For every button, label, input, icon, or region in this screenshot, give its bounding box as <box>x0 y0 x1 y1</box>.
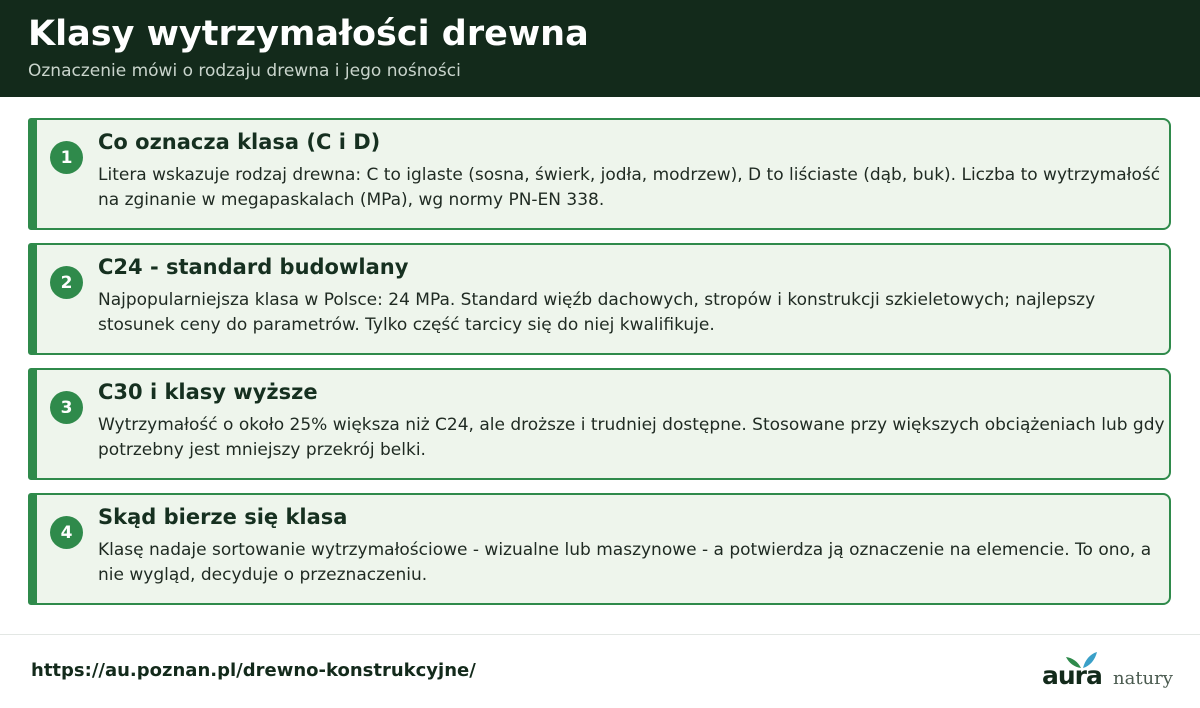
step-number-badge: 1 <box>50 141 83 174</box>
page-subtitle: Oznaczenie mówi o rodzaju drewna i jego nośności <box>28 61 461 81</box>
card-heading: Skąd bierze się klasa <box>98 505 348 529</box>
aura-natury-logo[interactable] <box>1040 648 1175 693</box>
info-card-4 <box>28 493 1171 605</box>
logo-wordmark: aura <box>1042 661 1102 690</box>
info-card-3 <box>28 368 1171 480</box>
card-heading: C30 i klasy wyższe <box>98 380 318 404</box>
step-number-badge: 2 <box>50 266 83 299</box>
card-heading: Co oznacza klasa (C i D) <box>98 130 381 154</box>
source-url[interactable]: https://au.poznan.pl/drewno-konstrukcyjne/ <box>31 660 476 681</box>
card-heading: C24 - standard budowlany <box>98 255 409 279</box>
card-text: Najpopularniejsza klasa w Polsce: 24 MPa. Standard więźb dachowych, stropów i konstrukcji szkieletowych; najlepszy stosunek ceny do parametrów. Tylko część tarcicy się do niej kwalifikuje. <box>98 290 1096 335</box>
page-title: Klasy wytrzymałości drewna <box>28 14 589 54</box>
header-banner <box>0 0 1200 97</box>
step-number-badge: 3 <box>50 391 83 424</box>
step-number-badge: 4 <box>50 516 83 549</box>
footer-divider <box>0 634 1200 635</box>
info-card-1 <box>28 118 1171 230</box>
logo-tagline: natury <box>1113 668 1173 689</box>
card-text: Klasę nadaje sortowanie wytrzymałościowe - wizualne lub maszynowe - a potwierdza ją oznaczenie na elemencie. To ono, a nie wygląd, decyduje o przeznaczeniu. <box>98 540 1152 585</box>
info-card-2 <box>28 243 1171 355</box>
card-text: Wytrzymałość o około 25% większa niż C24, ale droższe i trudniej dostępne. Stosowane przy większych obciążeniach lub gdy potrzebny jest mniejszy przekrój belki. <box>98 415 1165 460</box>
card-text: Litera wskazuje rodzaj drewna: C to iglaste (sosna, świerk, jodła, modrzew), D to liściaste (dąb, buk). Liczba to wytrzymałość na zginanie w megapaskalach (MPa), wg normy PN-EN 338. <box>98 165 1161 210</box>
